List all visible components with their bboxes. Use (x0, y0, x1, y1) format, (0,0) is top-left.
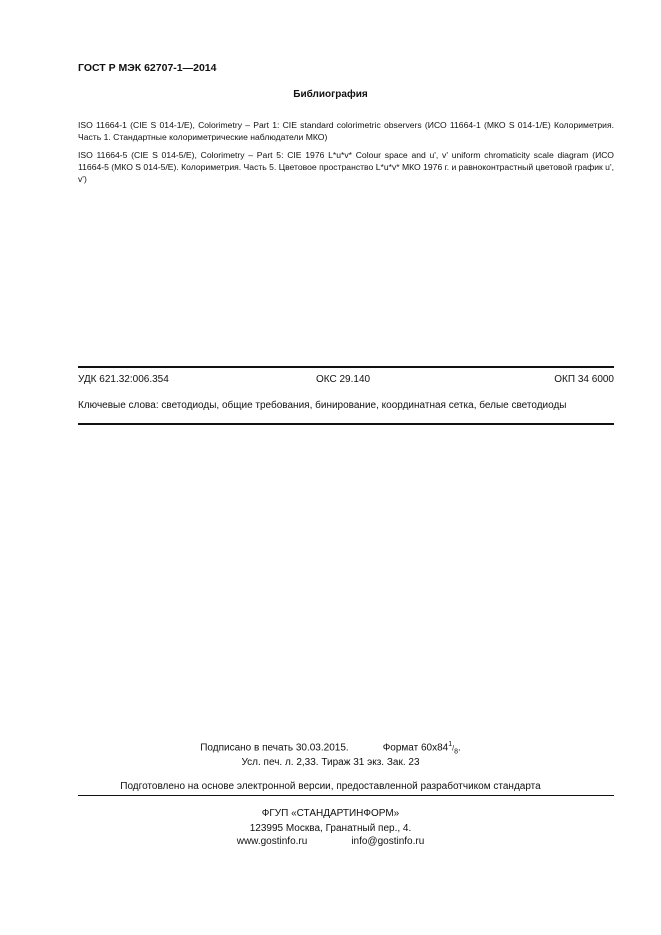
bibliography-title: Библиография (293, 89, 368, 100)
top-divider (78, 366, 614, 368)
imprint-divider (78, 795, 614, 796)
website-link[interactable]: www.gostinfo.ru (236, 836, 308, 847)
email-link[interactable]: info@gostinfo.ru (351, 836, 425, 847)
publisher-address: 123995 Москва, Гранатный пер., 4. (249, 823, 412, 834)
format-denominator: 8 (454, 748, 458, 756)
udc-code: УДК 621.32:006.354 (78, 374, 169, 385)
bottom-divider (78, 423, 614, 425)
format-numerator: 1 (448, 741, 453, 748)
publisher-name: ФГУП «СТАНДАРТИНФОРМ» (261, 808, 400, 819)
publisher-contacts (0, 836, 661, 847)
signed-date: Подписано в печать 30.03.2015. (200, 742, 349, 754)
keywords: Ключевые слова: светодиоды, общие требования, бинирование, координатная сетка, белые светодиоды (78, 400, 567, 411)
bibliography-entry: ISO 11664-1 (CIE S 014-1/E), Colorimetry – Part 1: CIE standard colorimetric observers (ИСО 11664-1 (МКО S 014-1/E) Колориметрия. Часть 1. Стандартные колориметрические наблюдатели МКО) (78, 120, 614, 142)
format-end: . (458, 742, 461, 754)
print-info: Усл. печ. л. 2,33. Тираж 31 экз. Зак. 23 (241, 757, 420, 768)
classification-row (78, 374, 614, 388)
bibliography-entry: ISO 11664-5 (CIE S 014-5/E), Colorimetry – Part 5: CIE 1976 L*u*v* Colour space and u', v' uniform chromaticity scale diagram (ИСО 11664-5 (МКО S 014-5/E). Колориметрия. Часть 5. Цветовое пространство L*u*v* МКО 1976 г. и равноконтрастный цветовой график u', v') (78, 150, 614, 184)
document-code: ГОСТ Р МЭК 62707-1—2014 (78, 62, 217, 74)
okp-code: ОКП 34 6000 (554, 374, 614, 385)
format-separator: / (452, 745, 455, 753)
format-label: Формат 60x84 (382, 742, 449, 754)
prepared-note: Подготовлено на основе электронной версии, предоставленной разработчиком стандарта (120, 781, 541, 792)
oks-code: ОКС 29.140 (316, 374, 371, 385)
signed-line (0, 741, 661, 755)
